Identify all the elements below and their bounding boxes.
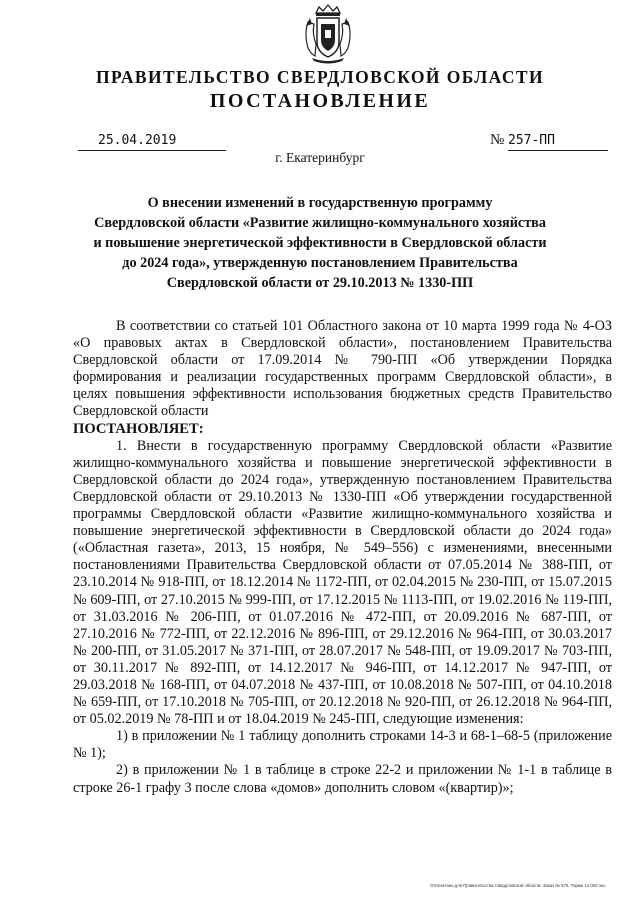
document-title (80, 193, 560, 293)
title-line: Свердловской области «Развитие жилищно-коммунального хозяйства (94, 215, 546, 231)
title-line: Свердловской области от 29.10.2013 № 1330-ПП (166, 275, 474, 291)
title-line: и повышение энергетической эффективности в Свердловской области (93, 235, 547, 251)
government-name: ПРАВИТЕЛЬСТВО СВЕРДЛОВСКОЙ ОБЛАСТИ (96, 67, 544, 87)
document-type: ПОСТАНОВЛЕНИЕ (209, 90, 431, 112)
city: г. Екатеринбург (275, 150, 365, 165)
title-line: до 2024 года», утвержденную постановлением Правительства (122, 255, 518, 271)
decree-heading: ПОСТАНОВЛЯЕТ: (73, 420, 204, 437)
title-line: О внесении изменений в государственную программу (147, 195, 493, 211)
number-sign: № (490, 132, 505, 148)
intro-paragraph: В соответствии со статьей 101 Областного закона от 10 марта 1999 года № 4-ОЗ «О правовых актах в Свердловской области», постановлением Правительства Свердловской области от 17.09.2014 № 790-ПП «Об утверждении Порядка формирования и реализации государственных программ Свердловской области», в целях повышения эффективности использования бюджетных средств Правительство Свердловской области (73, 318, 612, 420)
coat-of-arms-emblem (302, 4, 354, 64)
print-footer: Отпечатано для Правительства Свердловской области. Заказ № 575. Тираж 14 000 экз. (430, 883, 606, 888)
document-date: 25.04.2019 (98, 133, 177, 148)
document-number: 257-ПП (508, 133, 555, 148)
document-body (73, 318, 612, 797)
subitem-2-paragraph: 2) в приложении № 1 в таблице в строке 22-2 и приложении № 1-1 в таблице в строке 26-1 графу 3 после слова «домов» дополнить словом «(квартир)»; (73, 762, 612, 796)
subitem-1-paragraph: 1) в приложении № 1 таблицу дополнить строками 14-3 и 68-1–68-5 (приложение № 1); (73, 728, 612, 762)
item-1-paragraph: 1. Внести в государственную программу Свердловской области «Развитие жилищно-коммунального хозяйства и повышение энергетической эффективности в Свердловской области до 2024 года», утвержденную постановлением Правительства Свердловской области от 29.10.2013 № 1330-ПП «Об утверждении государственной программы Свердловской области «Развитие жилищно-коммунального хозяйства и повышение энергетической эффективности в Свердловской области до 2024 года» («Областная газета», 2013, 15 ноября, № 549–556) с изменениями, внесенными постановлениями Правительства Свердловской области от 07.05.2014 № 388-ПП, от 23.10.2014 № 918-ПП, от 18.12.2014 № 1172-ПП, от 02.04.2015 № 230-ПП, от 15.07.2015 № 609-ПП, от 27.10.2015 № 999-ПП, от 17.12.2015 № 1113-ПП, от 19.02.2016 № 119-ПП, от 31.03.2016 № 206-ПП, от 01.07.2016 № 472-ПП, от 20.09.2016 № 687-ПП, от 27.10.2016 № 772-ПП, от 22.12.2016 № 896-ПП, от 29.12.2016 № 964-ПП, от 30.03.2017 № 200-ПП, от 31.05.2017 № 371-ПП, от 28.07.2017 № 548-ПП, от 19.09.2017 № 703-ПП, от 30.11.2017 № 892-ПП, от 14.12.2017 № 946-ПП, от 14.12.2017 № 947-ПП, от 29.03.2018 № 168-ПП, от 04.07.2018 № 437-ПП, от 10.08.2018 № 507-ПП, от 04.10.2018 № 659-ПП, от 17.10.2018 № 705-ПП, от 20.12.2018 № 920-ПП, от 26.12.2018 № 964-ПП, от 05.02.2019 № 78-ПП и от 18.04.2019 № 245-ПП, следующие изменения: (73, 437, 612, 728)
